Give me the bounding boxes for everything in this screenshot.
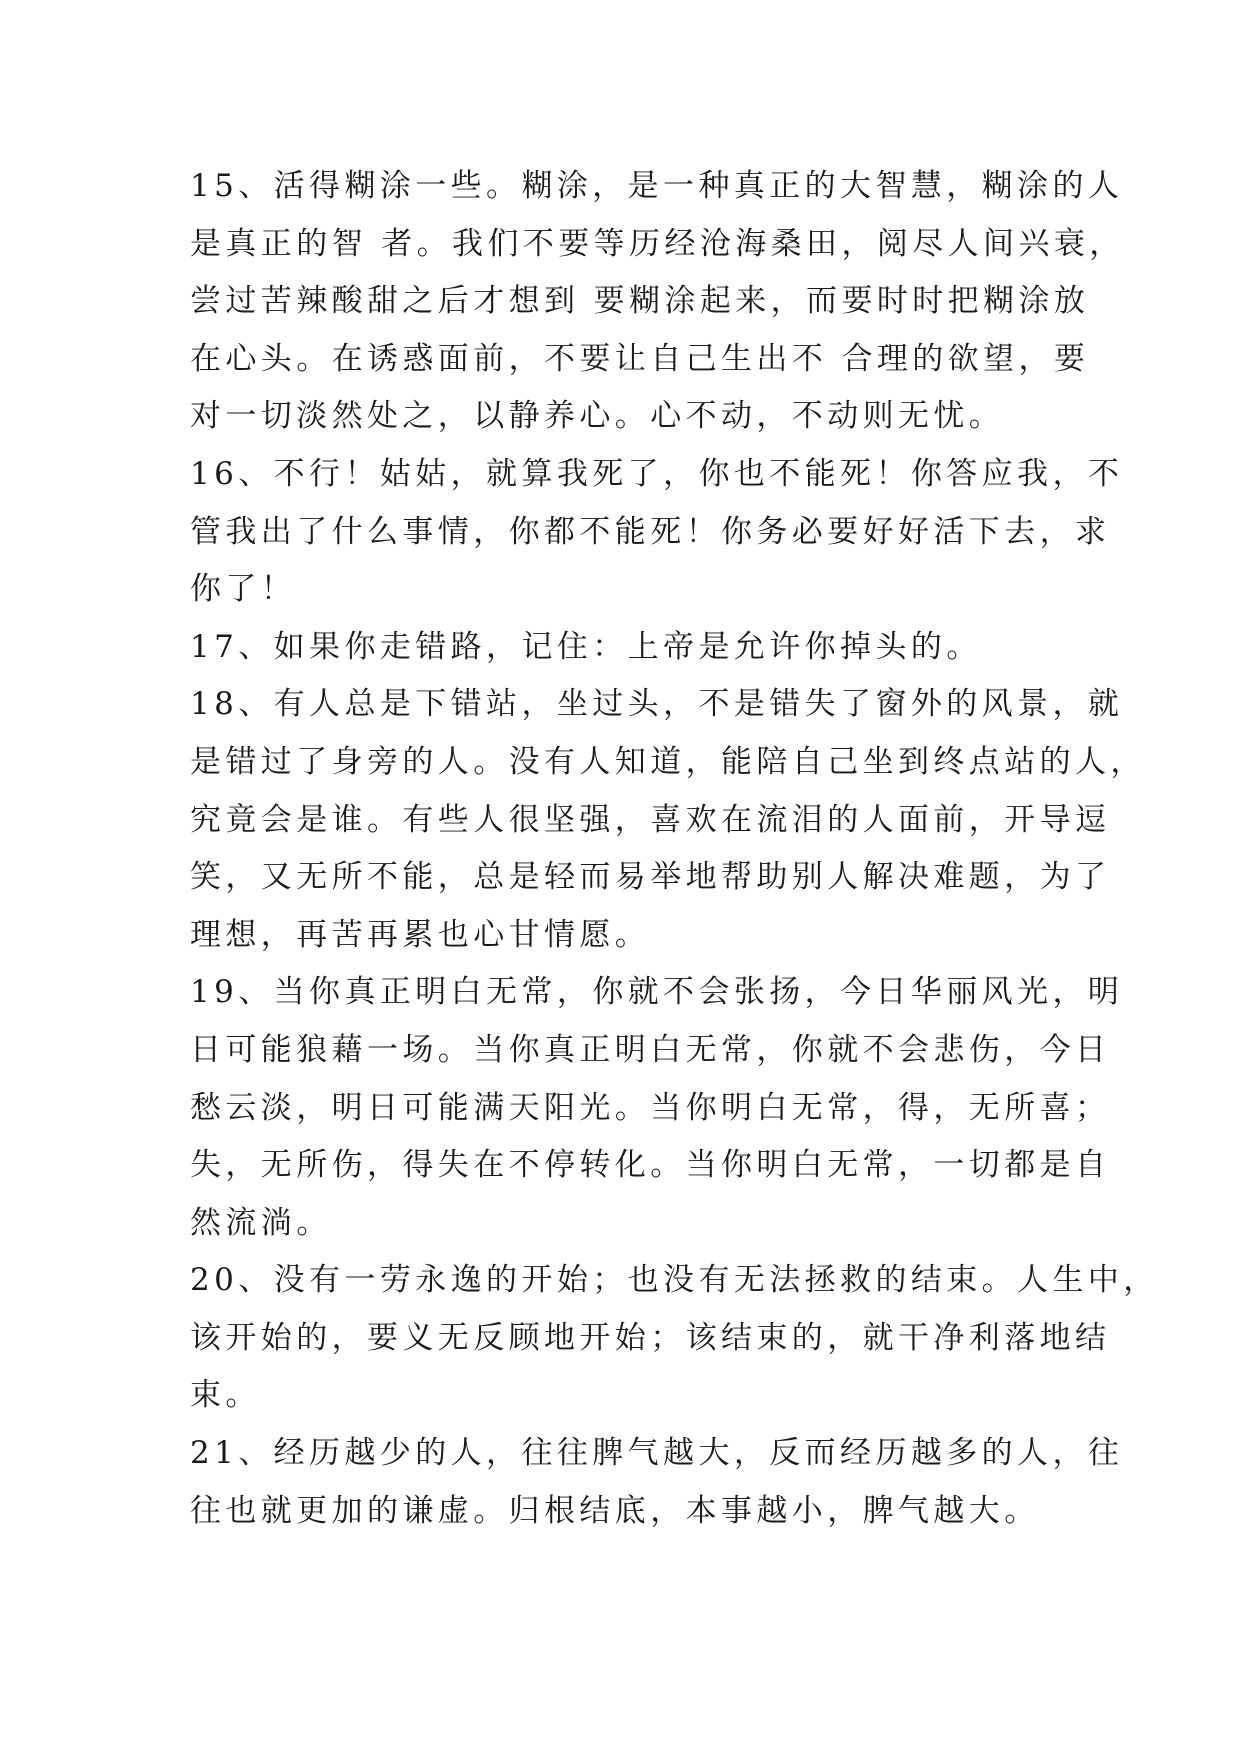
text-line: 管我出了什么事情，你都不能死！你务必要好好活下去，求 (190, 513, 1111, 550)
document-body (190, 158, 1159, 1540)
text-line: 理想，再苦再累也心甘情愿。 (190, 916, 651, 953)
text-line: 究竟会是谁。有些人很坚强，喜欢在流泪的人面前，开导逗 (190, 801, 1111, 838)
text-line: 该开始的，要义无反顾地开始；该结束的，就干净利落地结 (190, 1319, 1111, 1356)
entry-17 (190, 619, 1055, 677)
text-line: 15、活得糊涂一些。糊涂，是一种真正的大智慧，糊涂的人 (190, 168, 1124, 204)
text-line: 日可能狼藉一场。当你真正明白无常，你就不会悲伤，今日 (190, 1031, 1111, 1068)
text-line: 21、经历越少的人，往往脾气越大，反而经历越多的人，往 (190, 1435, 1124, 1472)
text-line: 你了！ (190, 571, 297, 608)
text-line: 是错过了身旁的人。没有人知道，能陪自己坐到终点站的人， (190, 743, 1146, 780)
text-line: 笑，又无所不能，总是轻而易举地帮助别人解决难题，为了 (190, 859, 1111, 896)
text-line: 往也就更加的谦虚。归根结底，本事越小，脾气越大。 (190, 1492, 1040, 1529)
entry-19 (190, 964, 1124, 1252)
entry-18 (190, 676, 1146, 964)
entry-16 (190, 446, 1124, 619)
text-line: 18、有人总是下错站，坐过头，不是错失了窗外的风景，就 (190, 686, 1124, 723)
text-line: 是真正的智 者。我们不要等历经沧海桑田，阅尽人间兴衰， (190, 225, 1125, 262)
text-line: 失，无所伤，得失在不停转化。当你明白无常，一切都是自 (190, 1147, 1111, 1184)
entry-15 (190, 158, 1125, 446)
text-line: 对一切淡然处之，以静养心。心不动，不动则无忧。 (190, 398, 1005, 435)
text-line: 16、不行！姑姑，就算我死了，你也不能死！你答应我，不 (190, 455, 1124, 492)
text-line: 愁云淡，明日可能满天阳光。当你明白无常，得，无所喜； (190, 1089, 1111, 1126)
entry-20 (190, 1252, 1159, 1425)
text-line: 在心头。在诱惑面前，不要让自己生出不 合理的欲望，要 (190, 340, 1090, 377)
text-line: 19、当你真正明白无常，你就不会张扬，今日华丽风光，明 (190, 974, 1124, 1011)
text-line: 然流淌。 (190, 1204, 332, 1241)
text-line: 17、如果你走错路，记住：上帝是允许你掉头的。 (190, 628, 982, 665)
text-line: 尝过苦辣酸甜之后才想到 要糊涂起来，而要时时把糊涂放 (190, 283, 1090, 320)
entry-21 (190, 1425, 1124, 1540)
text-line: 20、没有一劳永逸的开始；也没有无法拯救的结束。人生中， (190, 1262, 1159, 1299)
text-line: 束。 (190, 1377, 261, 1414)
